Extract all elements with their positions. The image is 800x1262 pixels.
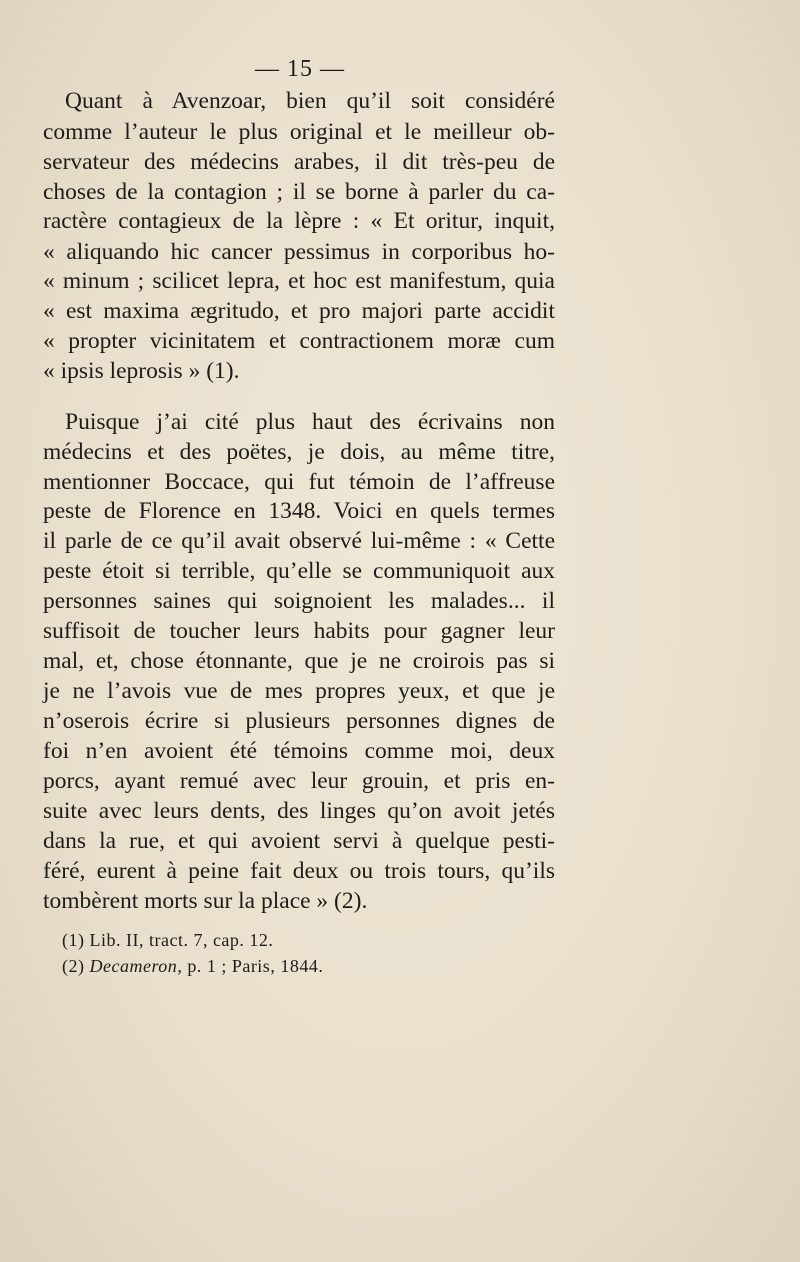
- text-line: « aliquando hic cancer pessimus in corporibus ho-: [43, 239, 555, 265]
- footnote-1: (1) Lib. II, tract. 7, cap. 12.: [62, 930, 274, 950]
- text-line: porcs, ayant remué avec leur grouin, et pris en-: [43, 768, 555, 794]
- text-line: suffisoit de toucher leurs habits pour gagner leur: [43, 618, 555, 644]
- text-line: peste étoit si terrible, qu’elle se communiquoit aux: [43, 558, 555, 584]
- text-line: foi n’en avoient été témoins comme moi, deux: [43, 738, 555, 764]
- text-line: peste de Florence en 1348. Voici en quels termes: [43, 498, 555, 524]
- text-line: Puisque j’ai cité plus haut des écrivains non: [65, 409, 555, 435]
- text-line: mentionner Boccace, qui fut témoin de l’affreuse: [43, 469, 555, 495]
- text-line: je ne l’avois vue de mes propres yeux, et que je: [43, 678, 555, 704]
- text-line: choses de la contagion ; il se borne à parler du ca-: [43, 179, 555, 205]
- text-line: Quant à Avenzoar, bien qu’il soit considéré: [65, 88, 555, 114]
- text-line: tombèrent morts sur la place » (2).: [43, 888, 368, 914]
- text-line: « minum ; scilicet lepra, et hoc est manifestum, quia: [43, 268, 555, 294]
- footnote-2-title: Decameron: [89, 956, 178, 976]
- text-line: médecins et des poëtes, je dois, au même titre,: [43, 439, 555, 465]
- text-line: « est maxima ægritudo, et pro majori parte accidit: [43, 298, 555, 324]
- text-line: féré, eurent à peine fait deux ou trois tours, qu’ils: [43, 858, 555, 884]
- text-line: personnes saines qui soignoient les malades... il: [43, 588, 555, 614]
- text-line: ractère contagieux de la lèpre : « Et oritur, inquit,: [43, 208, 555, 234]
- text-line: dans la rue, et qui avoient servi à quelque pesti-: [43, 828, 555, 854]
- footnote-2-rest: , p. 1 ; Paris, 1844.: [177, 956, 324, 976]
- text-line: il parle de ce qu’il avait observé lui-même : « Cette: [43, 528, 555, 554]
- text-line: « ipsis leprosis » (1).: [43, 358, 240, 384]
- text-line: servateur des médecins arabes, il dit très-peu de: [43, 149, 555, 175]
- text-line: comme l’auteur le plus original et le meilleur ob-: [43, 119, 555, 145]
- text-line: mal, et, chose étonnante, que je ne croirois pas si: [43, 648, 555, 674]
- page-number: — 15 —: [255, 56, 345, 82]
- footnote-2: [62, 954, 323, 978]
- text-line: suite avec leurs dents, des linges qu’on avoit jetés: [43, 798, 555, 824]
- text-line: « propter vicinitatem et contractionem moræ cum: [43, 328, 555, 354]
- text-line: n’oserois écrire si plusieurs personnes dignes de: [43, 708, 555, 734]
- footnote-2-prefix: (2): [62, 956, 90, 976]
